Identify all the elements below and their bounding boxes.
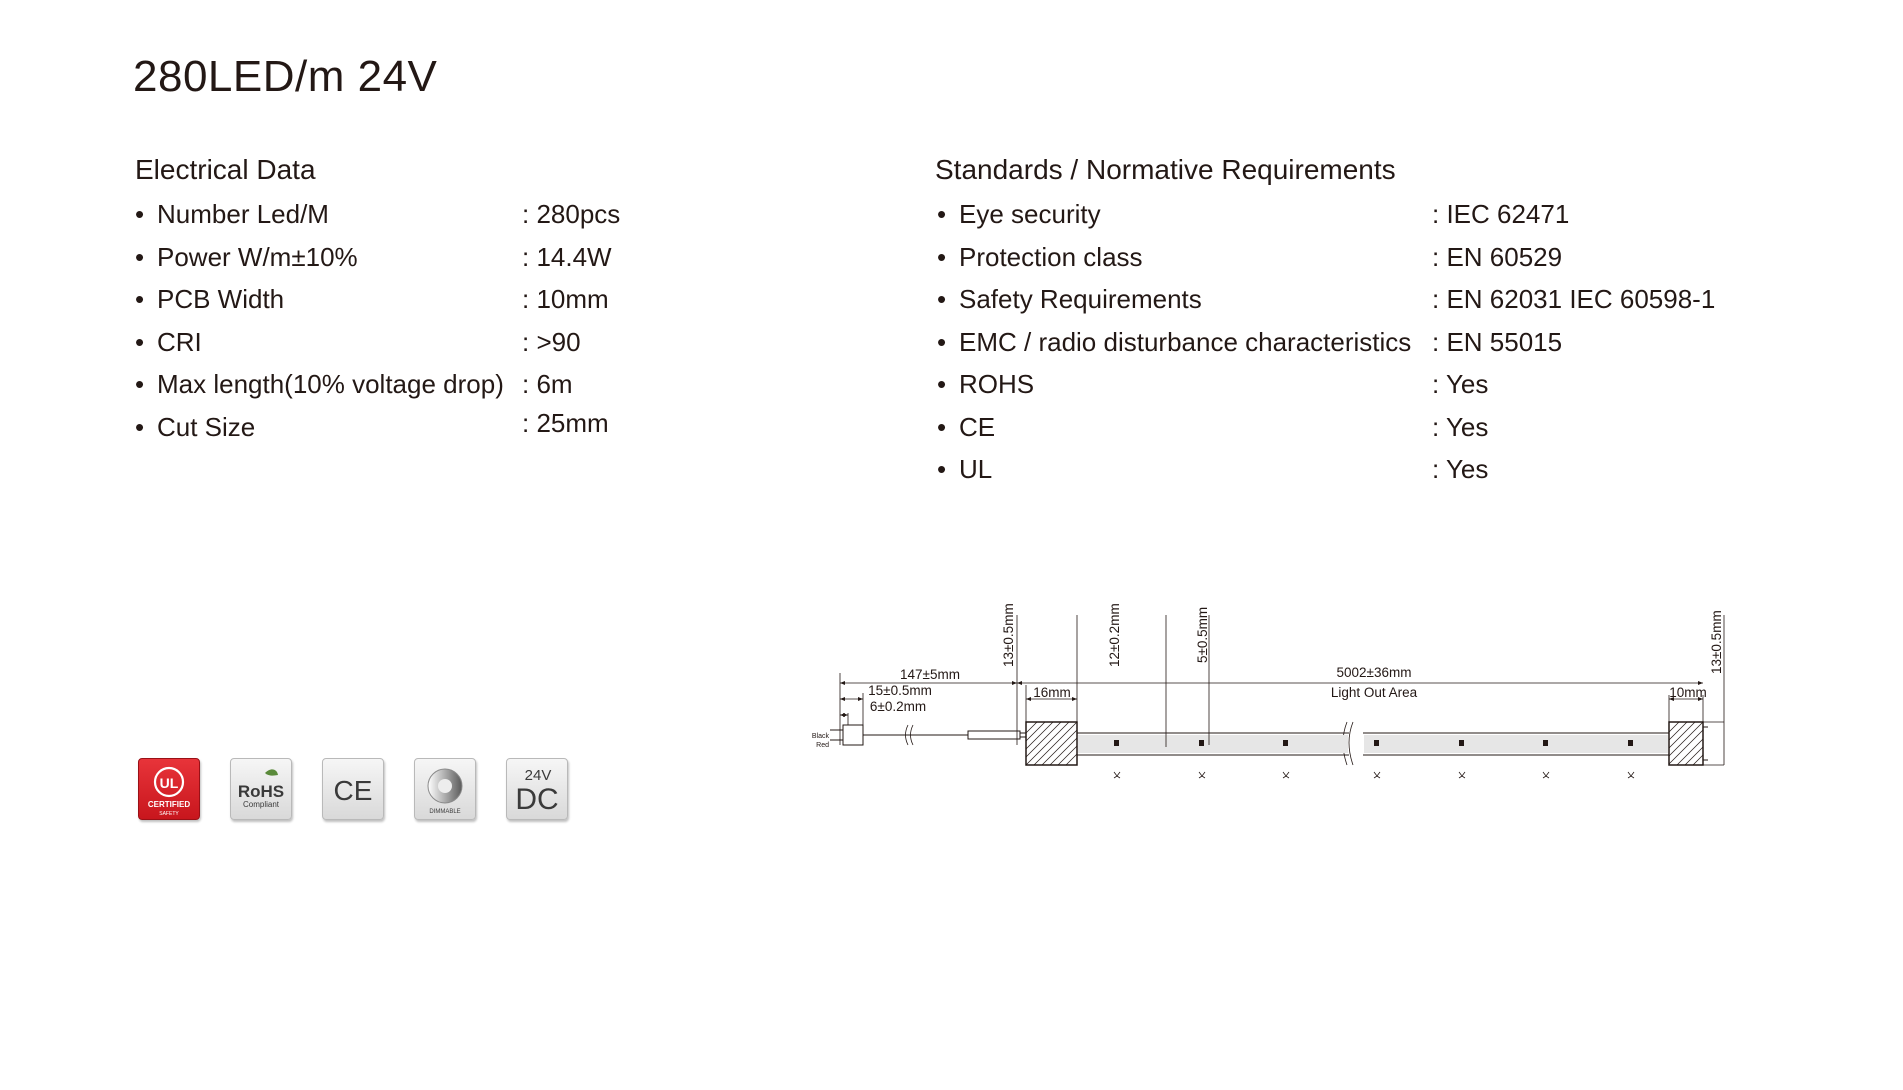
standard-value: : EN 55015 — [1432, 326, 1563, 357]
ul-certified-icon — [138, 758, 200, 820]
standard-row-ul — [937, 448, 1737, 491]
spec-label: Max length(10% voltage drop) — [157, 369, 504, 399]
spec-value: : 280pcs — [522, 199, 621, 229]
standards-list — [937, 193, 1737, 491]
rohs-icon — [230, 758, 292, 820]
spec-value: : 14.4W — [522, 241, 612, 272]
dim-profile-height: 12±0.2mm — [1107, 603, 1122, 667]
dim-wire-tip: 6±0.2mm — [869, 699, 927, 714]
bullet: • — [135, 411, 145, 442]
standard-label: CE — [959, 411, 996, 442]
standard-value: : Yes — [1432, 454, 1489, 484]
dim-led-spacing: 5±0.5mm — [1195, 606, 1210, 663]
spec-label: Power W/m±10% — [157, 241, 358, 272]
standard-row-eye-security — [937, 193, 1737, 236]
bullet: • — [937, 241, 947, 272]
spec-row-cut-size — [135, 406, 735, 449]
svg-text:RoHS: RoHS — [237, 782, 285, 801]
bullet: • — [135, 241, 145, 272]
svg-text:SAFETY: SAFETY — [159, 811, 179, 817]
standard-row-emc — [937, 321, 1737, 364]
dimmable-icon — [414, 758, 476, 820]
product-title: 280LED/m 24V — [133, 52, 438, 101]
bullet: • — [937, 326, 947, 357]
standard-row-rohs — [937, 363, 1737, 406]
standard-label: ROHS — [959, 369, 1035, 399]
spec-row-power — [135, 236, 735, 279]
dim-wire-strip: 15±0.5mm — [868, 683, 932, 698]
wire-black-label: Black — [812, 733, 829, 740]
svg-text:UL: UL — [159, 775, 179, 791]
spec-row-cri — [135, 321, 735, 364]
dc-power-icon — [506, 758, 568, 820]
bullet: • — [937, 369, 947, 399]
standard-row-protection-class — [937, 236, 1737, 279]
electrical-data-heading: Electrical Data — [135, 154, 316, 185]
spec-value: : 10mm — [522, 284, 609, 314]
spec-label: CRI — [157, 326, 202, 357]
bullet: • — [937, 454, 947, 484]
standard-label: EMC / radio disturbance characteristics — [959, 326, 1412, 357]
led-strip-dimension-drawing — [812, 595, 1732, 795]
dim-endcap-height-left: 13±0.5mm — [1001, 603, 1016, 667]
bullet: • — [135, 199, 145, 229]
svg-text:DC: DC — [515, 783, 559, 816]
bullet: • — [135, 284, 145, 314]
bullet: • — [937, 411, 947, 442]
wire-red-label: Red — [816, 742, 829, 749]
standard-label: Safety Requirements — [959, 284, 1202, 314]
bullet: • — [135, 369, 145, 399]
standard-label: UL — [959, 454, 993, 484]
standard-value: : Yes — [1432, 369, 1489, 399]
spec-row-pcb-width — [135, 278, 735, 321]
dim-endcap-height-right: 13±0.5mm — [1709, 610, 1724, 674]
standard-row-ce — [937, 406, 1737, 449]
bullet: • — [937, 199, 947, 229]
svg-text:24V: 24V — [524, 767, 552, 784]
svg-text:DIMMABLE: DIMMABLE — [429, 809, 461, 815]
svg-text:Compliant: Compliant — [242, 800, 280, 809]
standard-value: : IEC 62471 — [1432, 199, 1570, 229]
ce-mark-icon — [322, 758, 384, 820]
spec-row-max-length — [135, 363, 735, 406]
standard-value: : EN 60529 — [1432, 241, 1563, 272]
light-out-area-label: Light Out Area — [1330, 685, 1418, 700]
dim-endcap-left: 16mm — [1033, 685, 1071, 700]
svg-text:CE: CE — [333, 775, 373, 806]
spec-label: PCB Width — [157, 284, 285, 314]
spec-label: Number Led/M — [157, 199, 329, 229]
standard-value: : EN 62031 IEC 60598-1 — [1432, 284, 1716, 314]
electrical-data-list — [135, 193, 735, 448]
standards-heading: Standards / Normative Requirements — [935, 154, 1396, 185]
spec-value: : 25mm — [522, 407, 609, 438]
bullet: • — [135, 326, 145, 357]
standard-label: Eye security — [959, 199, 1101, 229]
spec-row-led-count — [135, 193, 735, 236]
bullet: • — [937, 284, 947, 314]
standard-label: Protection class — [959, 241, 1143, 272]
dim-total-length: 5002±36mm — [1336, 665, 1412, 680]
spec-value: : >90 — [522, 326, 581, 357]
svg-text:CERTIFIED: CERTIFIED — [147, 800, 191, 809]
standard-row-safety — [937, 278, 1737, 321]
spec-label: Cut Size — [157, 411, 256, 442]
spec-value: : 6m — [522, 369, 573, 399]
dim-endcap-right: 10mm — [1669, 685, 1707, 700]
standard-value: : Yes — [1432, 411, 1489, 442]
dim-wire-total: 147±5mm — [900, 667, 960, 682]
